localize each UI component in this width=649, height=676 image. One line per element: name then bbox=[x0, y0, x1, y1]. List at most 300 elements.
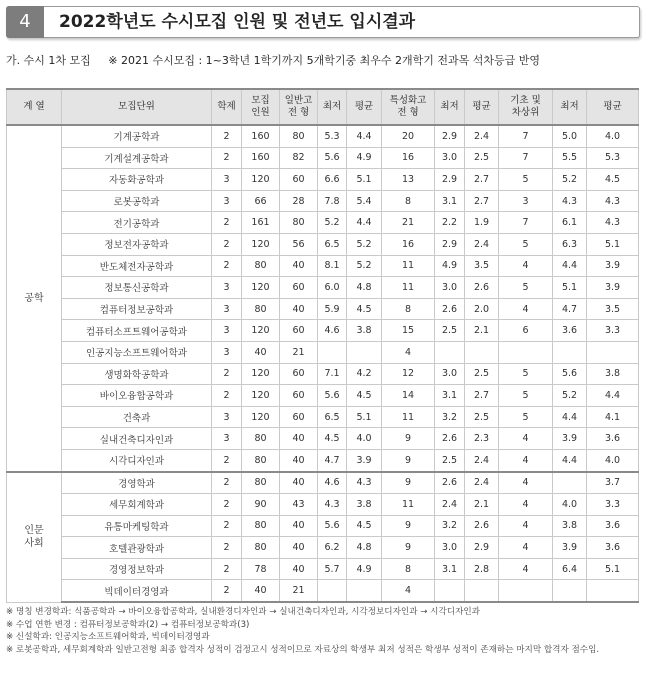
table-cell: 12 bbox=[382, 363, 435, 385]
table-cell: 2.5 bbox=[465, 147, 499, 169]
table-cell: 80 bbox=[242, 428, 280, 450]
admission-results-table bbox=[6, 88, 639, 603]
table-cell: 4.3 bbox=[553, 190, 587, 212]
table-cell: 4 bbox=[499, 449, 553, 471]
table-cell: 5.1 bbox=[553, 277, 587, 299]
table-cell: 4.4 bbox=[587, 385, 639, 407]
table-cell: 4.7 bbox=[553, 298, 587, 320]
table-cell: 4 bbox=[499, 298, 553, 320]
table-cell: 6.4 bbox=[553, 558, 587, 580]
table-row bbox=[7, 537, 639, 559]
table-cell: 16 bbox=[382, 233, 435, 255]
footnote-ged: ※ 로봇공학과, 세무회계학과 일반고전형 최종 합격자 성적이 검정고시 성적이므로 자료상의 학생부 최저 성적은 학생부 성적이 존재하는 마지막 합격자 점수임. bbox=[6, 644, 600, 655]
subtitle-note: ※ 2021 수시모집 : 1~3학년 1학기까지 5개학기중 최우수 2개학기 전과목 석차등급 반영 bbox=[108, 54, 540, 67]
department-name: 호텔관광학과 bbox=[62, 537, 212, 559]
group-label: 공학 bbox=[7, 125, 62, 472]
table-cell: 6.2 bbox=[318, 537, 347, 559]
department-name: 건축과 bbox=[62, 406, 212, 428]
table-cell: 5.1 bbox=[347, 406, 382, 428]
table-row bbox=[7, 255, 639, 277]
table-cell: 40 bbox=[280, 558, 318, 580]
table-cell: 40 bbox=[280, 298, 318, 320]
table-cell: 160 bbox=[242, 147, 280, 169]
table-row bbox=[7, 341, 639, 363]
column-header: 특성화고 전 형 bbox=[382, 89, 435, 125]
table-cell: 3.9 bbox=[553, 537, 587, 559]
table-cell: 4.0 bbox=[347, 428, 382, 450]
section-number-badge: 4 bbox=[6, 6, 44, 38]
table-cell: 4.3 bbox=[347, 472, 382, 494]
table-row bbox=[7, 298, 639, 320]
table-row bbox=[7, 320, 639, 342]
table-cell: 3.8 bbox=[587, 363, 639, 385]
table-cell: 120 bbox=[242, 169, 280, 191]
table-cell: 2.7 bbox=[465, 169, 499, 191]
table-cell: 2.5 bbox=[465, 406, 499, 428]
table-cell: 4 bbox=[382, 580, 435, 602]
section-header bbox=[6, 6, 640, 38]
table-cell: 5 bbox=[499, 406, 553, 428]
table-cell: 4.0 bbox=[587, 125, 639, 147]
table-cell: 5.2 bbox=[347, 255, 382, 277]
table-cell: 13 bbox=[382, 169, 435, 191]
table-cell: 43 bbox=[280, 494, 318, 516]
table-row bbox=[7, 190, 639, 212]
table-cell: 3.0 bbox=[435, 363, 465, 385]
table-cell: 3.9 bbox=[587, 255, 639, 277]
column-header: 평균 bbox=[347, 89, 382, 125]
table-cell: 5 bbox=[499, 169, 553, 191]
table-cell: 4.6 bbox=[318, 472, 347, 494]
table-cell: 80 bbox=[242, 449, 280, 471]
table-cell: 2 bbox=[212, 147, 242, 169]
table-cell: 4.5 bbox=[347, 298, 382, 320]
table-cell: 5.0 bbox=[553, 125, 587, 147]
table-cell: 7.8 bbox=[318, 190, 347, 212]
table-cell: 9 bbox=[382, 515, 435, 537]
table-cell: 5.9 bbox=[318, 298, 347, 320]
footnotes bbox=[6, 606, 646, 656]
table-row bbox=[7, 233, 639, 255]
table-cell bbox=[499, 341, 553, 363]
table-cell: 2.3 bbox=[465, 428, 499, 450]
table-cell: 6.0 bbox=[318, 277, 347, 299]
table-row bbox=[7, 494, 639, 516]
table-cell: 60 bbox=[280, 277, 318, 299]
table-cell bbox=[318, 341, 347, 363]
table-cell: 2.1 bbox=[465, 494, 499, 516]
table-cell: 3.5 bbox=[465, 255, 499, 277]
table-cell: 2.6 bbox=[465, 515, 499, 537]
table-cell: 4.4 bbox=[553, 449, 587, 471]
column-header: 모집 인원 bbox=[242, 89, 280, 125]
table-cell: 21 bbox=[382, 212, 435, 234]
table-cell: 3.0 bbox=[435, 147, 465, 169]
table-cell: 60 bbox=[280, 320, 318, 342]
table-cell: 82 bbox=[280, 147, 318, 169]
table-cell: 2 bbox=[212, 212, 242, 234]
table-cell: 4 bbox=[499, 558, 553, 580]
table-cell: 3.9 bbox=[553, 428, 587, 450]
table-cell: 5.1 bbox=[587, 558, 639, 580]
table-cell: 3 bbox=[212, 428, 242, 450]
table-cell: 2.5 bbox=[435, 449, 465, 471]
table-cell: 78 bbox=[242, 558, 280, 580]
table-cell: 2 bbox=[212, 580, 242, 602]
table-cell: 2.9 bbox=[435, 233, 465, 255]
table-cell: 3.8 bbox=[347, 320, 382, 342]
table-cell: 9 bbox=[382, 449, 435, 471]
table-cell: 40 bbox=[242, 341, 280, 363]
table-cell: 4.2 bbox=[347, 363, 382, 385]
column-header: 기초 및 차상위 bbox=[499, 89, 553, 125]
table-cell: 120 bbox=[242, 406, 280, 428]
subtitle bbox=[6, 52, 540, 68]
table-cell: 4 bbox=[499, 515, 553, 537]
department-name: 인공지능소프트웨어학과 bbox=[62, 341, 212, 363]
table-cell: 2 bbox=[212, 472, 242, 494]
table-cell: 4 bbox=[499, 472, 553, 494]
table-cell: 8 bbox=[382, 190, 435, 212]
department-name: 컴퓨터정보공학과 bbox=[62, 298, 212, 320]
table-cell: 120 bbox=[242, 277, 280, 299]
table-cell: 5.3 bbox=[318, 125, 347, 147]
table-cell bbox=[587, 580, 639, 602]
table-row bbox=[7, 472, 639, 494]
table-row bbox=[7, 428, 639, 450]
table-cell: 80 bbox=[242, 255, 280, 277]
table-cell: 7.1 bbox=[318, 363, 347, 385]
table-cell: 3.9 bbox=[347, 449, 382, 471]
table-cell bbox=[499, 580, 553, 602]
table-cell: 56 bbox=[280, 233, 318, 255]
table-body bbox=[7, 125, 639, 602]
table-cell: 120 bbox=[242, 363, 280, 385]
table-cell: 6.1 bbox=[553, 212, 587, 234]
table-cell bbox=[587, 341, 639, 363]
table-cell: 2 bbox=[212, 558, 242, 580]
table-cell: 16 bbox=[382, 147, 435, 169]
table-cell: 5.1 bbox=[587, 233, 639, 255]
table-cell: 40 bbox=[280, 428, 318, 450]
table-cell: 2 bbox=[212, 537, 242, 559]
table-cell: 4.4 bbox=[347, 125, 382, 147]
table-row bbox=[7, 169, 639, 191]
table-cell: 2.6 bbox=[465, 277, 499, 299]
table-cell bbox=[347, 341, 382, 363]
table-cell: 4.4 bbox=[347, 212, 382, 234]
table-cell: 4.9 bbox=[435, 255, 465, 277]
table-cell: 80 bbox=[242, 298, 280, 320]
table-cell: 2 bbox=[212, 233, 242, 255]
table-cell: 5.6 bbox=[553, 363, 587, 385]
table-cell: 120 bbox=[242, 385, 280, 407]
table-cell: 14 bbox=[382, 385, 435, 407]
table-row bbox=[7, 406, 639, 428]
table-cell: 80 bbox=[242, 515, 280, 537]
table-cell: 3.0 bbox=[435, 277, 465, 299]
table-cell: 2.1 bbox=[465, 320, 499, 342]
table-cell: 2.8 bbox=[465, 558, 499, 580]
table-cell: 3 bbox=[212, 277, 242, 299]
table-cell: 4 bbox=[499, 255, 553, 277]
table-cell: 5.6 bbox=[318, 385, 347, 407]
table-cell bbox=[553, 580, 587, 602]
table-cell: 4.0 bbox=[587, 449, 639, 471]
table-cell: 20 bbox=[382, 125, 435, 147]
table-cell: 160 bbox=[242, 125, 280, 147]
table-cell: 2.4 bbox=[465, 125, 499, 147]
department-name: 세무회계학과 bbox=[62, 494, 212, 516]
table-cell: 4.5 bbox=[587, 169, 639, 191]
table-cell: 11 bbox=[382, 277, 435, 299]
table-cell: 60 bbox=[280, 406, 318, 428]
table-cell: 5.6 bbox=[318, 147, 347, 169]
table-cell: 3.1 bbox=[435, 190, 465, 212]
table-cell: 5.1 bbox=[347, 169, 382, 191]
table-cell: 2.5 bbox=[465, 363, 499, 385]
department-name: 정보통신공학과 bbox=[62, 277, 212, 299]
table-cell: 21 bbox=[280, 341, 318, 363]
table-cell: 40 bbox=[280, 537, 318, 559]
table-cell: 3.2 bbox=[435, 406, 465, 428]
table-cell: 90 bbox=[242, 494, 280, 516]
table-cell: 5.2 bbox=[553, 169, 587, 191]
table-cell: 4.5 bbox=[318, 428, 347, 450]
table-cell: 7 bbox=[499, 147, 553, 169]
table-cell: 40 bbox=[280, 255, 318, 277]
column-header: 평균 bbox=[465, 89, 499, 125]
table-cell: 2.4 bbox=[435, 494, 465, 516]
table-cell: 80 bbox=[242, 472, 280, 494]
column-header: 최저 bbox=[435, 89, 465, 125]
table-cell: 4 bbox=[382, 341, 435, 363]
column-header: 학제 bbox=[212, 89, 242, 125]
department-name: 경영학과 bbox=[62, 472, 212, 494]
table-cell: 80 bbox=[242, 537, 280, 559]
table-cell: 2 bbox=[212, 449, 242, 471]
table-cell: 3.1 bbox=[435, 558, 465, 580]
table-cell: 6.5 bbox=[318, 233, 347, 255]
table-row bbox=[7, 277, 639, 299]
department-name: 정보전자공학과 bbox=[62, 233, 212, 255]
table-cell: 5.2 bbox=[347, 233, 382, 255]
table-cell: 5.6 bbox=[318, 515, 347, 537]
department-name: 실내건축디자인과 bbox=[62, 428, 212, 450]
table-cell: 4.8 bbox=[347, 277, 382, 299]
table-cell: 7 bbox=[499, 125, 553, 147]
department-name: 기계공학과 bbox=[62, 125, 212, 147]
table-cell: 4.4 bbox=[553, 406, 587, 428]
table-cell: 4 bbox=[499, 428, 553, 450]
table-cell: 3 bbox=[212, 298, 242, 320]
table-cell bbox=[318, 580, 347, 602]
subtitle-section: 가. 수시 1차 모집 bbox=[6, 54, 91, 67]
table-cell: 3.6 bbox=[587, 515, 639, 537]
table-cell: 8 bbox=[382, 558, 435, 580]
table-cell bbox=[553, 472, 587, 494]
column-header: 계 열 bbox=[7, 89, 62, 125]
table-cell: 11 bbox=[382, 255, 435, 277]
table-cell: 3 bbox=[212, 190, 242, 212]
table-cell: 11 bbox=[382, 406, 435, 428]
table-cell: 9 bbox=[382, 537, 435, 559]
table-cell: 5.7 bbox=[318, 558, 347, 580]
table-cell: 3.8 bbox=[347, 494, 382, 516]
table-cell bbox=[435, 341, 465, 363]
department-name: 자동화공학과 bbox=[62, 169, 212, 191]
table-cell: 5.4 bbox=[347, 190, 382, 212]
table-row bbox=[7, 385, 639, 407]
column-header: 평균 bbox=[587, 89, 639, 125]
table-cell: 2.2 bbox=[435, 212, 465, 234]
table-cell: 2.7 bbox=[465, 385, 499, 407]
table-cell: 40 bbox=[280, 449, 318, 471]
table-cell: 66 bbox=[242, 190, 280, 212]
table-cell: 5 bbox=[499, 233, 553, 255]
table-cell: 3.7 bbox=[587, 472, 639, 494]
table-cell: 3 bbox=[212, 341, 242, 363]
table-row bbox=[7, 147, 639, 169]
department-name: 시각디자인과 bbox=[62, 449, 212, 471]
table-cell: 2.6 bbox=[435, 428, 465, 450]
table-cell: 8 bbox=[382, 298, 435, 320]
table-cell: 6 bbox=[499, 320, 553, 342]
table-cell: 80 bbox=[280, 125, 318, 147]
footnote-duration: ※ 수업 연한 변경 : 컴퓨터정보공학과(2) → 컴퓨터정보공학과(3) bbox=[6, 619, 250, 630]
table-cell: 2.5 bbox=[435, 320, 465, 342]
table-cell: 21 bbox=[280, 580, 318, 602]
table-cell: 3.6 bbox=[553, 320, 587, 342]
table-cell: 9 bbox=[382, 472, 435, 494]
table-row bbox=[7, 580, 639, 602]
table-cell: 2.4 bbox=[465, 449, 499, 471]
table-cell: 40 bbox=[280, 515, 318, 537]
table-cell: 3.0 bbox=[435, 537, 465, 559]
table-cell: 4.0 bbox=[553, 494, 587, 516]
table-cell: 3 bbox=[212, 320, 242, 342]
table-cell: 2 bbox=[212, 515, 242, 537]
table-cell: 6.6 bbox=[318, 169, 347, 191]
table-cell: 120 bbox=[242, 233, 280, 255]
table-row bbox=[7, 515, 639, 537]
table-cell: 40 bbox=[280, 472, 318, 494]
table-cell: 120 bbox=[242, 320, 280, 342]
table-row bbox=[7, 212, 639, 234]
table-cell: 5.2 bbox=[318, 212, 347, 234]
table-cell: 2.9 bbox=[465, 537, 499, 559]
table-cell: 5.2 bbox=[553, 385, 587, 407]
table-cell: 2.6 bbox=[435, 472, 465, 494]
table-cell: 3 bbox=[212, 169, 242, 191]
table-cell: 2 bbox=[212, 363, 242, 385]
table-cell: 2 bbox=[212, 385, 242, 407]
table-cell: 3.8 bbox=[553, 515, 587, 537]
table-cell: 1.9 bbox=[465, 212, 499, 234]
department-name: 생명화학공학과 bbox=[62, 363, 212, 385]
table-cell: 4 bbox=[499, 494, 553, 516]
table-cell: 4.9 bbox=[347, 147, 382, 169]
table-cell: 6.3 bbox=[553, 233, 587, 255]
table-cell: 3.1 bbox=[435, 385, 465, 407]
footnote-new-depts: ※ 신설학과: 인공지능소프트웨어학과, 빅데이터경영과 bbox=[6, 632, 210, 642]
table-row bbox=[7, 558, 639, 580]
table-cell: 3.5 bbox=[587, 298, 639, 320]
table-cell bbox=[347, 580, 382, 602]
table-cell bbox=[435, 580, 465, 602]
table-row bbox=[7, 449, 639, 471]
table-cell: 4.9 bbox=[347, 558, 382, 580]
table-cell: 3.6 bbox=[587, 537, 639, 559]
table-cell bbox=[553, 341, 587, 363]
table-cell: 5 bbox=[499, 385, 553, 407]
table-cell: 4.3 bbox=[587, 212, 639, 234]
table-cell: 4.3 bbox=[587, 190, 639, 212]
department-name: 기계설계공학과 bbox=[62, 147, 212, 169]
table-cell: 28 bbox=[280, 190, 318, 212]
table-cell: 5.5 bbox=[553, 147, 587, 169]
group-label: 인문 사회 bbox=[7, 472, 62, 603]
table-row bbox=[7, 363, 639, 385]
column-header: 최저 bbox=[318, 89, 347, 125]
table-header-row bbox=[7, 89, 639, 125]
table-cell: 2 bbox=[212, 125, 242, 147]
table-cell: 6.5 bbox=[318, 406, 347, 428]
table-header bbox=[7, 89, 639, 125]
table-cell: 5.3 bbox=[587, 147, 639, 169]
table-cell: 3.3 bbox=[587, 320, 639, 342]
department-name: 빅데이터경영과 bbox=[62, 580, 212, 602]
table-cell: 3 bbox=[499, 190, 553, 212]
table-cell bbox=[465, 341, 499, 363]
table-cell: 2.0 bbox=[465, 298, 499, 320]
table-cell: 2.4 bbox=[465, 233, 499, 255]
table-cell bbox=[465, 580, 499, 602]
department-name: 컴퓨터소프트웨어공학과 bbox=[62, 320, 212, 342]
table-cell: 4.5 bbox=[347, 515, 382, 537]
table-cell: 4.6 bbox=[318, 320, 347, 342]
table-cell: 2.7 bbox=[465, 190, 499, 212]
department-name: 반도체전자공학과 bbox=[62, 255, 212, 277]
department-name: 전기공학과 bbox=[62, 212, 212, 234]
table-cell: 4 bbox=[499, 537, 553, 559]
table-cell: 5 bbox=[499, 277, 553, 299]
column-header: 최저 bbox=[553, 89, 587, 125]
table-cell: 11 bbox=[382, 494, 435, 516]
column-header: 모집단위 bbox=[62, 89, 212, 125]
table-cell: 40 bbox=[242, 580, 280, 602]
table-cell: 4.1 bbox=[587, 406, 639, 428]
table-cell: 60 bbox=[280, 385, 318, 407]
table-cell: 161 bbox=[242, 212, 280, 234]
table-cell: 2.6 bbox=[435, 298, 465, 320]
table-cell: 2.9 bbox=[435, 169, 465, 191]
table-cell: 4.7 bbox=[318, 449, 347, 471]
table-cell: 9 bbox=[382, 428, 435, 450]
table-cell: 60 bbox=[280, 363, 318, 385]
table-cell: 2.4 bbox=[465, 472, 499, 494]
table-cell: 2 bbox=[212, 494, 242, 516]
table-cell: 60 bbox=[280, 169, 318, 191]
department-name: 경영정보학과 bbox=[62, 558, 212, 580]
table-cell: 7 bbox=[499, 212, 553, 234]
table-cell: 3.6 bbox=[587, 428, 639, 450]
table-cell: 2 bbox=[212, 255, 242, 277]
department-name: 바이오융합공학과 bbox=[62, 385, 212, 407]
table-row bbox=[7, 125, 639, 147]
department-name: 로봇공학과 bbox=[62, 190, 212, 212]
table-cell: 4.8 bbox=[347, 537, 382, 559]
